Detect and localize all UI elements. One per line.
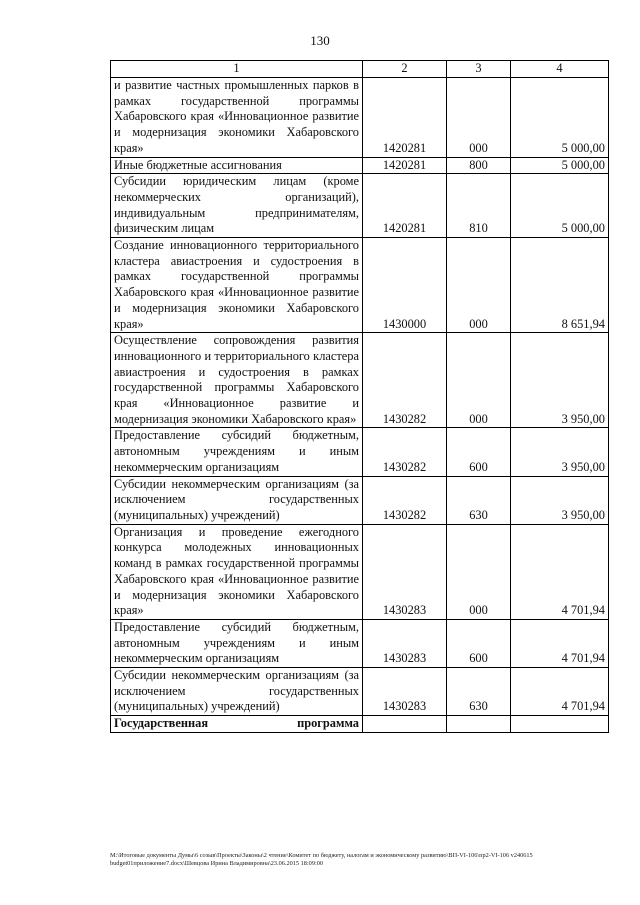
row-name: Субсидии юридическим лицам (кроме некоммерческих организаций), индивидуальным предпринимателям, физическим лицам (111, 174, 363, 238)
row-name: Субсидии некоммерческим организациям (за исключением государственных (муниципальных) учреждений) (111, 668, 363, 716)
column-header: 1 (111, 61, 363, 78)
row-name: Субсидии некоммерческим организациям (за исключением государственных (муниципальных) учреждений) (111, 476, 363, 524)
row-name: Осуществление сопровождения развития инновационного и территориального кластера авиастроения и судостроения в рамках государственной программы Хабаровского края «Инновационное развитие и модернизация экономики Хабаровского края» (111, 333, 363, 428)
row-code: 1420281 (363, 174, 447, 238)
row-name: Организация и проведение ежегодного конкурса молодежных инновационных команд в рамках государственной программы Хабаровского края «Инновационное развитие и модернизация экономики Хабаровского края» (111, 524, 363, 619)
page-number: 130 (310, 33, 330, 48)
row-code: 1420281 (363, 78, 447, 158)
row-code: 1430282 (363, 476, 447, 524)
row-code (363, 716, 447, 733)
column-header: 3 (447, 61, 511, 78)
row-amount: 3 950,00 (511, 428, 609, 476)
row-name: Государственная программа (111, 716, 363, 733)
table-row (111, 428, 609, 476)
row-amount: 5 000,00 (511, 174, 609, 238)
row-type: 000 (447, 78, 511, 158)
row-code: 1430283 (363, 524, 447, 619)
row-code: 1430283 (363, 668, 447, 716)
row-type: 630 (447, 476, 511, 524)
row-amount (511, 716, 609, 733)
row-amount: 5 000,00 (511, 78, 609, 158)
table-row (111, 619, 609, 667)
budget-table (110, 60, 609, 733)
table-row (111, 78, 609, 158)
row-type: 000 (447, 238, 511, 333)
file-path-footer: M:\Итоговые документы Думы\6 созыв\Проекты\Законы\2 чтение\Комитет по бюджету, налогам и экономическому развитию\ВП-VI-106\пр2-VI-106 v240615 budget01приложение7.docx\Шевцова Ирина Владимировна\23.06.2015 18:09:00 (110, 852, 533, 867)
row-amount: 3 950,00 (511, 333, 609, 428)
row-code: 1420281 (363, 157, 447, 174)
row-name: Предоставление субсидий бюджетным, автономным учреждениям и иным некоммерческим организациям (111, 619, 363, 667)
column-header: 2 (363, 61, 447, 78)
table-row (111, 238, 609, 333)
table-row (111, 157, 609, 174)
row-amount: 4 701,94 (511, 524, 609, 619)
row-type: 000 (447, 333, 511, 428)
row-type: 000 (447, 524, 511, 619)
row-amount: 8 651,94 (511, 238, 609, 333)
row-type: 630 (447, 668, 511, 716)
row-code: 1430000 (363, 238, 447, 333)
row-name: Предоставление субсидий бюджетным, автономным учреждениям и иным некоммерческим организациям (111, 428, 363, 476)
row-code: 1430283 (363, 619, 447, 667)
table-header-row (111, 61, 609, 78)
row-amount: 5 000,00 (511, 157, 609, 174)
table-row (111, 716, 609, 733)
row-name: Иные бюджетные ассигнования (111, 157, 363, 174)
column-header: 4 (511, 61, 609, 78)
row-amount: 4 701,94 (511, 619, 609, 667)
row-type: 810 (447, 174, 511, 238)
table-row (111, 174, 609, 238)
row-amount: 4 701,94 (511, 668, 609, 716)
row-code: 1430282 (363, 428, 447, 476)
table-row (111, 668, 609, 716)
row-code: 1430282 (363, 333, 447, 428)
table-row (111, 524, 609, 619)
row-name: и развитие частных промышленных парков в рамках государственной программы Хабаровского края «Инновационное развитие и модернизация экономики Хабаровского края» (111, 78, 363, 158)
row-type (447, 716, 511, 733)
row-amount: 3 950,00 (511, 476, 609, 524)
row-type: 800 (447, 157, 511, 174)
row-type: 600 (447, 619, 511, 667)
table-row (111, 333, 609, 428)
row-name: Создание инновационного территориального кластера авиастроения и судостроения в рамках государственной программы Хабаровского края «Инновационное развитие и модернизация экономики Хабаровского края» (111, 238, 363, 333)
table-row (111, 476, 609, 524)
row-type: 600 (447, 428, 511, 476)
